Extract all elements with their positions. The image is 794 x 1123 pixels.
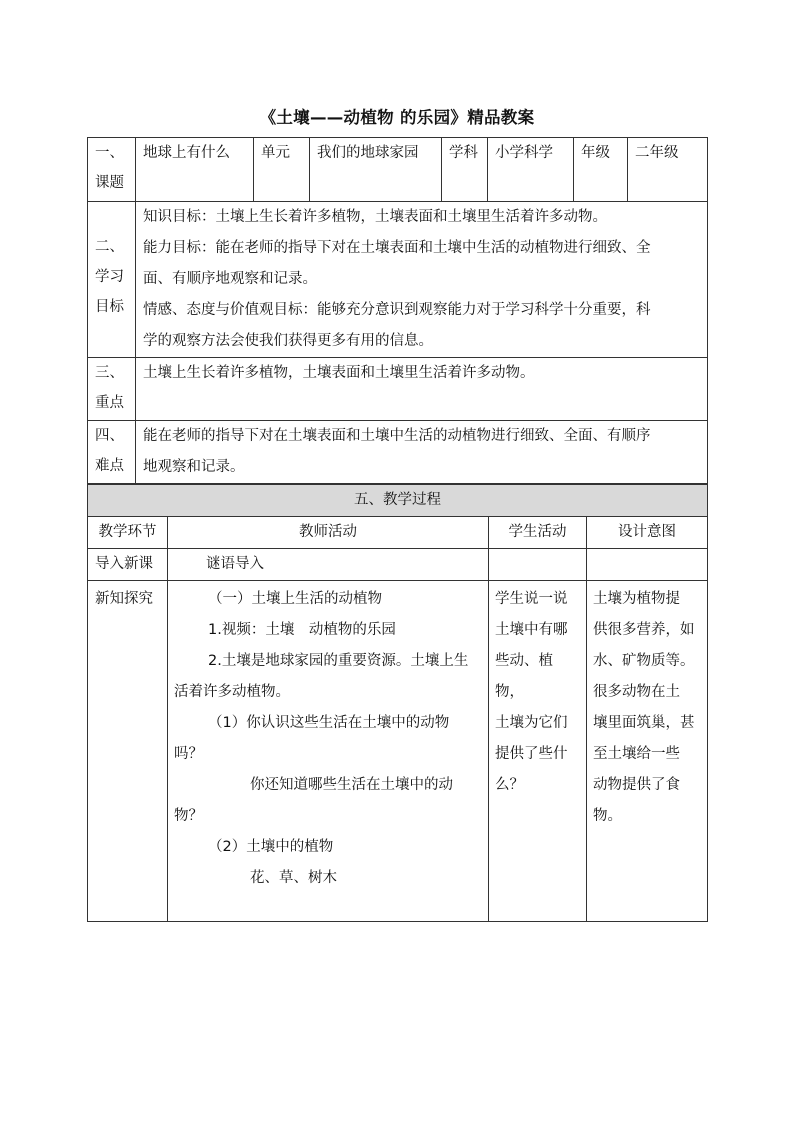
header-purpose: 设计意图	[587, 517, 708, 549]
process-heading-row	[88, 485, 708, 517]
objectives-content: 知识目标：土壤上生长着许多植物，土壤表面和土壤里生活着许多动物。 能力目标：能在老师的指导下对在土壤表面和土壤中生活的动植物进行细致、全 面、有顺序地观察和记录。 情感、态度与价值观目标：能够充分意识到观察能力对于学习科学十分重要，科 学的观察方法会使我们获得更多有用的信息。	[136, 202, 708, 358]
key-points-label: 三、 重点	[88, 358, 136, 421]
intro-purpose	[587, 549, 708, 581]
grade-label: 年级	[574, 138, 628, 202]
key-points-row	[88, 358, 708, 421]
intro-stage: 导入新课	[88, 549, 168, 581]
new-knowledge-row	[88, 581, 708, 922]
teaching-process-table	[87, 484, 708, 922]
header-teacher: 教师活动	[168, 517, 489, 549]
header-student: 学生活动	[489, 517, 587, 549]
difficulties-row	[88, 421, 708, 484]
header-stage: 教学环节	[88, 517, 168, 549]
process-header-row	[88, 517, 708, 549]
intro-teacher: 谜语导入	[168, 549, 489, 581]
key-points-content: 土壤上生长着许多植物，土壤表面和土壤里生活着许多动物。	[136, 358, 708, 421]
difficulties-label: 四、 难点	[88, 421, 136, 484]
grade-value: 二年级	[628, 138, 708, 202]
intro-student	[489, 549, 587, 581]
topic-value: 地球上有什么	[136, 138, 254, 202]
lesson-info-table	[87, 137, 708, 484]
objectives-label: 二、 学习 目标	[88, 202, 136, 358]
objectives-row	[88, 202, 708, 358]
process-heading: 五、教学过程	[88, 485, 708, 517]
document-title: 《土壤——动植物 的乐园》精品教案	[259, 108, 535, 127]
intro-row	[88, 549, 708, 581]
new-student: 学生说一说 土壤中有哪 些动、植物， 土壤为它们 提供了些什 么？	[489, 581, 587, 922]
new-stage: 新知探究	[88, 581, 168, 922]
unit-label: 单元	[254, 138, 310, 202]
new-teacher: （一）土壤上生活的动植物 1.视频：土壤 动植物的乐园 2.土壤是地球家园的重要资源。土壤上生 活着许多动植物。 （1）你认识这些生活在土壤中的动物 吗？ 你还知道哪些生活在土壤中的动 物？ （2）土壤中的植物 花、草、树木	[168, 581, 489, 922]
unit-value: 我们的地球家园	[310, 138, 442, 202]
subject-label: 学科	[442, 138, 488, 202]
topic-label: 一、 课题	[88, 138, 136, 202]
subject-value: 小学科学	[488, 138, 574, 202]
difficulties-content: 能在老师的指导下对在土壤表面和土壤中生活的动植物进行细致、全面、有顺序 地观察和记录。	[136, 421, 708, 484]
topic-row	[88, 138, 708, 202]
new-purpose: 土壤为植物提 供很多营养，如 水、矿物质等。 很多动物在土 壤里面筑巢，甚 至土壤给一些 动物提供了食 物。	[587, 581, 708, 922]
